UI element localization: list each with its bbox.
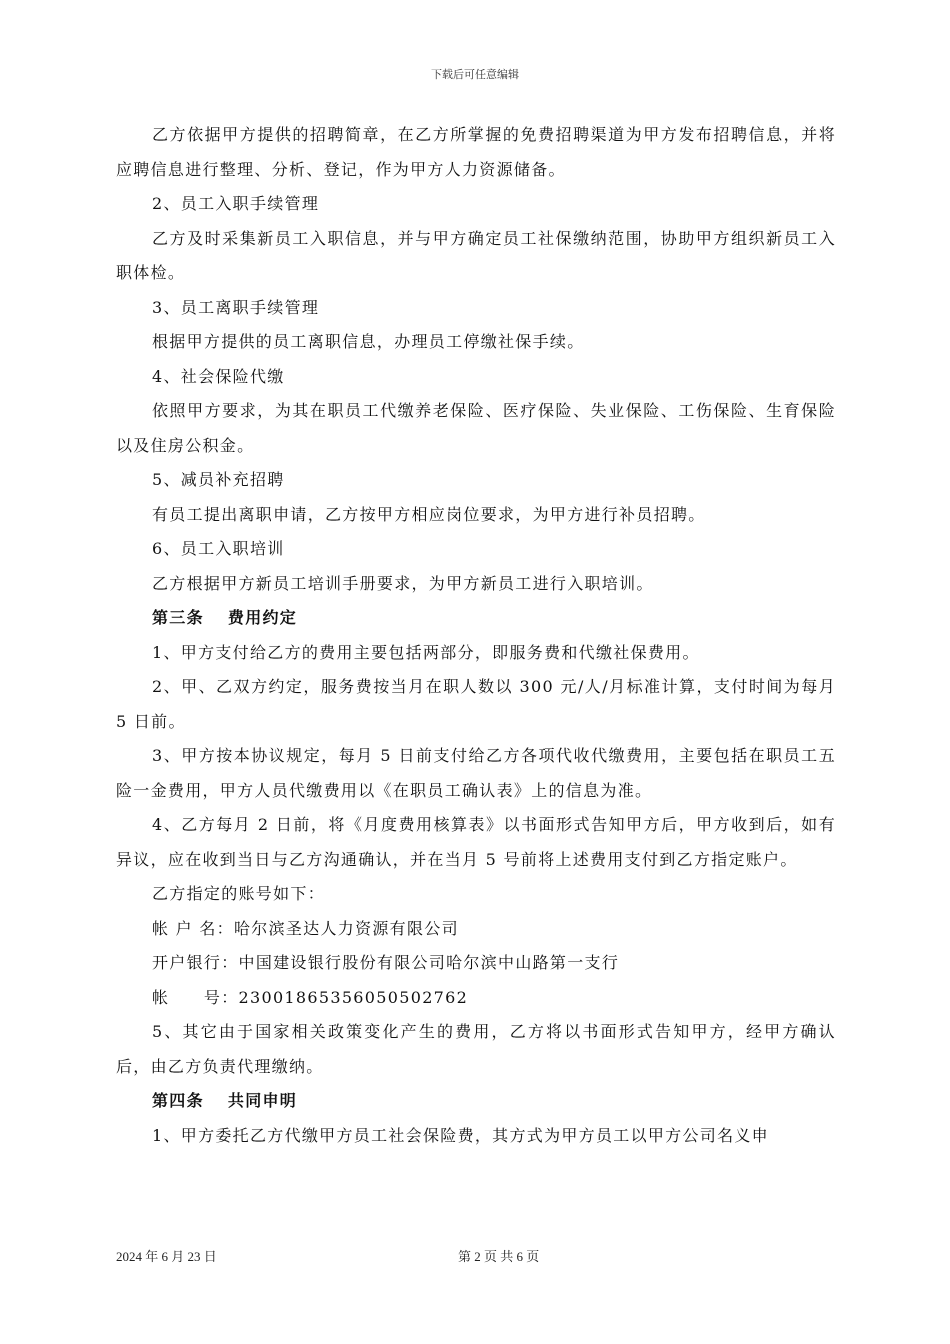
account-bank-value: 中国建设银行股份有限公司哈尔滨中山路第一支行	[238, 953, 620, 972]
account-bank-label: 开户银行：	[152, 953, 239, 972]
page-header: 下载后可任意编辑	[431, 69, 519, 81]
list-item-heading: 6、员工入职培训	[152, 539, 285, 558]
paragraph: 2、甲、乙双方约定，服务费按当月在职人数以 300 元/人/月标准计算，支付时间为每月 5 日前。	[116, 677, 836, 731]
page-number: 第 2 页 共 6 页	[458, 1249, 540, 1264]
section-heading-4	[116, 1084, 836, 1119]
list-item-heading: 4、社会保险代缴	[152, 366, 285, 386]
paragraph: 乙方根据甲方新员工培训手册要求，为甲方新员工进行入职培训。	[152, 573, 654, 593]
section-number: 第三条	[152, 608, 204, 627]
paragraph: 乙方及时采集新员工入职信息，并与甲方确定员工社保缴纳范围，协助甲方组织新员工入职体检。	[116, 228, 836, 282]
account-number-value: 23001865356050502762	[238, 987, 469, 1007]
paragraph: 1、甲方支付给乙方的费用主要包括两部分，即服务费和代缴社保费用。	[152, 642, 700, 662]
account-number-line	[116, 981, 836, 1016]
paragraph: 5、其它由于国家相关政策变化产生的费用，乙方将以书面形式告知甲方，经甲方确认后，由乙方负责代理缴纳。	[116, 1022, 836, 1076]
footer-date: 2024 年 6 月 23 日	[116, 1249, 217, 1264]
paragraph: 乙方依据甲方提供的招聘简章，在乙方所掌握的免费招聘渠道为甲方发布招聘信息，并将应聘信息进行整理、分析、登记，作为甲方人力资源储备。	[116, 125, 836, 179]
paragraph: 有员工提出离职申请，乙方按甲方相应岗位要求，为甲方进行补员招聘。	[152, 504, 706, 524]
paragraph: 1、甲方委托乙方代缴甲方员工社会保险费，其方式为甲方员工以甲方公司名义申	[152, 1125, 769, 1145]
account-number-label: 帐 号：	[152, 987, 239, 1007]
list-item-heading: 2、员工入职手续管理	[152, 194, 320, 213]
list-item-heading: 3、员工离职手续管理	[152, 297, 320, 317]
paragraph: 根据甲方提供的员工离职信息，办理员工停缴社保手续。	[152, 332, 585, 351]
section-heading-3	[116, 601, 836, 636]
account-name-line	[116, 912, 836, 947]
paragraph: 4、乙方每月 2 日前，将《月度费用核算表》以书面形式告知甲方后，甲方收到后，如有异议，应在收到当日与乙方沟通确认，并在当月 5 号前将上述费用支付到乙方指定账户。	[116, 815, 836, 869]
paragraph: 3、甲方按本协议规定，每月 5 日前支付给乙方各项代收代缴费用，主要包括在职员工五险一金费用，甲方人员代缴费用以《在职员工确认表》上的信息为准。	[116, 746, 836, 800]
list-item-heading: 5、减员补充招聘	[152, 470, 285, 489]
account-bank-line	[116, 946, 836, 981]
account-name-value: 哈尔滨圣达人力资源有限公司	[233, 918, 459, 938]
document-body	[116, 118, 836, 1153]
section-title: 费用约定	[227, 608, 298, 627]
paragraph: 依照甲方要求，为其在职员工代缴养老保险、医疗保险、失业保险、工伤保险、生育保险以及住房公积金。	[116, 401, 836, 455]
section-number: 第四条	[152, 1091, 204, 1110]
account-name-label: 帐 户 名：	[152, 918, 234, 938]
paragraph: 乙方指定的账号如下：	[152, 884, 326, 903]
section-title: 共同申明	[227, 1091, 298, 1110]
